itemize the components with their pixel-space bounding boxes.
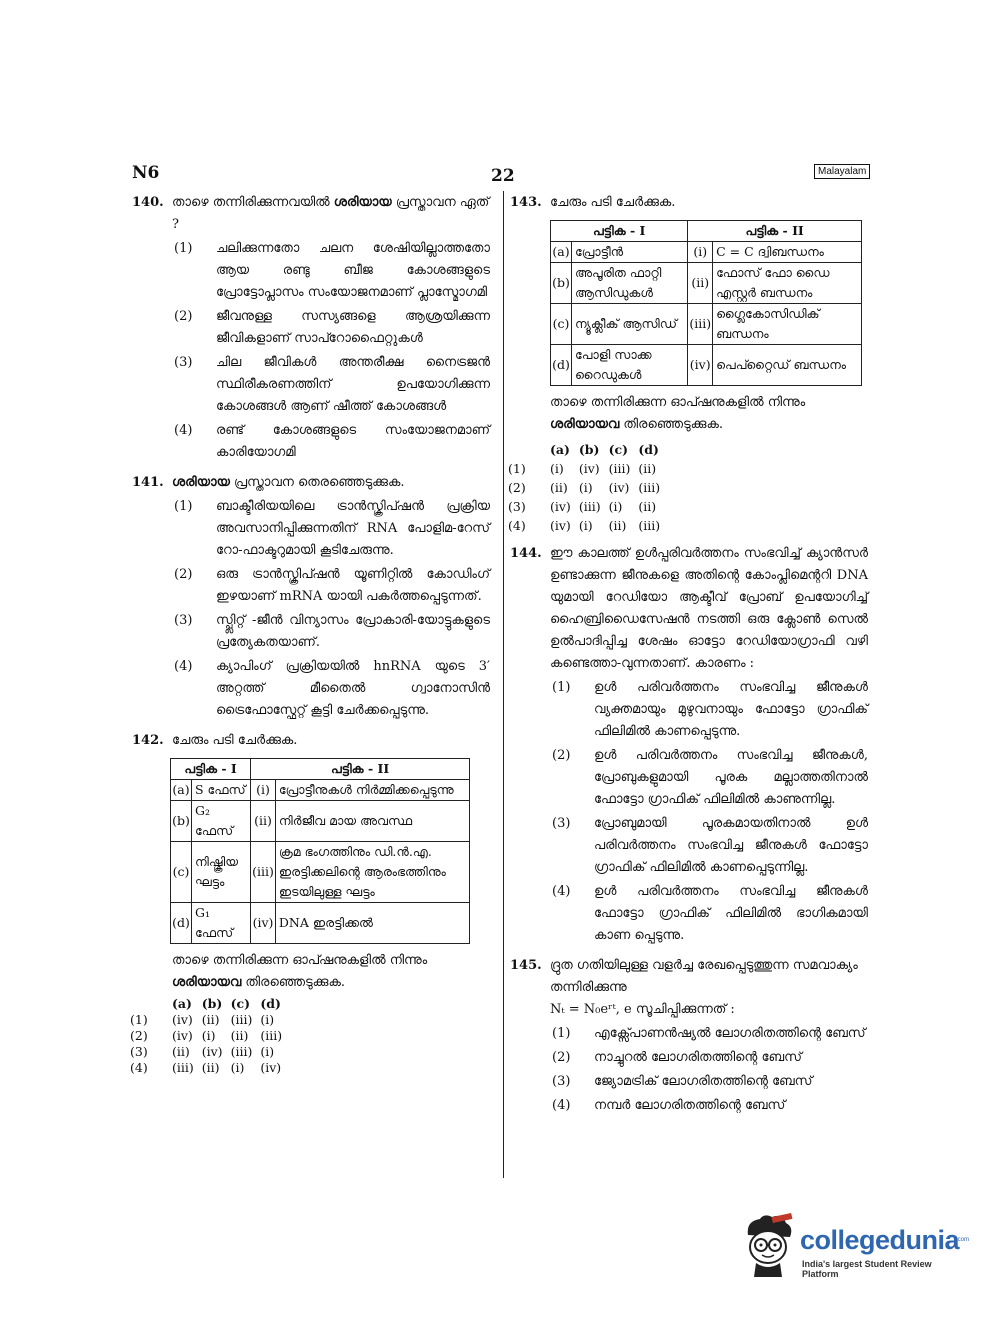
paper-code: N6 <box>132 163 160 183</box>
column-header: പട്ടിക - I <box>551 221 688 242</box>
table-row: (b) അപൂരിത ഫാറ്റി ആസിഡുകൾ (ii) ഫോസ് ഫോ ഡൈ എസ്റ്റർ ബന്ധനം <box>551 263 862 304</box>
option: (1) ബാക്ടീരിയയിലെ ട്രാൻസ്ക്രിപ്ഷൻ പ്രക്രിയ അവസാനിപ്പിക്കുന്നതിന് RNA പോളിമ-റേസ് റോ-ഫാക്ടറുമായി കൂടിചേരുന്നു. <box>174 499 490 558</box>
option: (3) സ്പ്ലിറ്റ് -ജീൻ വിന്യാസം പ്രോകാരി-യോട്ടുകളുടെ പ്രത്യേകതയാണ്. <box>174 613 490 650</box>
question-stem: താഴെ തന്നിരിക്കുന്നവയിൽ ശരിയായ പ്രസ്താവന ഏത് ? <box>172 195 490 232</box>
instruction: താഴെ തന്നിരിക്കുന്ന ഓപ്ഷനുകളിൽ നിന്നും ശരിയായവ തിരഞ്ഞെടുക്കുക. <box>550 395 806 432</box>
option: (2) ഒരു ട്രാൻസ്ക്രിപ്ഷൻ യൂണിറ്റിൽ കോഡിംഗ് ഇഴയാണ് mRNA യായി പകർത്തപ്പെടുന്നത്. <box>174 567 490 604</box>
table-row: (d) പോളി സാക്ക റൈഡുകൾ (iv) പെപ്റ്റൈഡ് ബന്ധനം <box>551 345 862 386</box>
answer-row: (3) (iv) (iii) (i) (ii) <box>508 499 657 514</box>
question-141 <box>132 472 490 722</box>
collegedunia-logo[interactable] <box>742 1213 970 1283</box>
option: (4) ഉൾ പരിവർത്തനം സംഭവിച്ച ജീനുകൾ ഫോട്ടോ ഗ്രാഫിക് ഫിലിമിൽ ഭാഗികമായി കാണ പ്പെടുന്നു. <box>552 884 868 943</box>
question-143 <box>510 192 868 535</box>
question-144 <box>510 543 868 947</box>
answer-row: (2) (iv) (i) (ii) (iii) <box>130 1028 283 1043</box>
column-header: പട്ടിക - II <box>688 221 862 242</box>
option: (3) പ്രോബുമായി പൂരകമായതിനാൽ ഉൾ പരിവർത്തനം സംഭവിച്ച ജീനുകൾ ഫോട്ടോ ഗ്രാഫിക് ഫിലിമിൽ കാണപ്പെടുന്നില്ല. <box>552 816 868 875</box>
answer-row: (4) (iv) (i) (ii) (iii) <box>508 518 661 533</box>
question-stem: ചേരും പടി ചേർക്കുക. <box>172 733 298 748</box>
option: (1) ചലിക്കുന്നതോ ചലന ശേഷിയില്ലാത്തതോ ആയ രണ്ടു ബീജ കോശങ്ങളുടെ പ്രോട്ടോപ്ലാസം സംയോജനമാണ് പ്ലാസ്മോഗമി <box>174 241 490 300</box>
match-table <box>170 758 470 944</box>
left-column <box>132 192 490 1084</box>
answer-row: (2) (ii) (i) (iv) (iii) <box>508 480 661 495</box>
instruction: താഴെ തന്നിരിക്കുന്ന ഓപ്ഷനുകളിൽ നിന്നും ശരിയായവ തിരഞ്ഞെടുക്കുക. <box>172 953 428 990</box>
question-number: 141. <box>132 475 164 490</box>
answer-row: (1) (iv) (ii) (iii) (i) <box>130 1012 275 1027</box>
answer-options: (a) (b) (c) (d) (1) (iv) (ii) (iii) (i) (2) (iv) (i) (ii) (iii) (3) (ii) (iv) (iii) (i) (4) (iii) (ii) (i) (iv) <box>130 996 290 1076</box>
column-divider <box>503 191 504 1178</box>
logo-domain: .com <box>956 1237 970 1243</box>
question-145 <box>510 955 868 1117</box>
question-number: 140. <box>132 195 164 210</box>
option: (3) ജ്യോമട്രിക് ലോഗരിതത്തിന്റെ ബേസ് <box>552 1074 813 1089</box>
option: (2) ജീവനുള്ള സസ്യങ്ങളെ ആശ്രയിക്കുന്ന ജീവികളാണ് സാപ്റോഫൈറ്റുകൾ <box>174 309 490 346</box>
match-table <box>550 220 862 386</box>
logo-wordmark: collegedunia <box>800 1225 960 1255</box>
option: (1) ഉൾ പരിവർത്തനം സംഭവിച്ച ജീനുകൾ വ്യക്തമായും മുഴുവനായും ഫോട്ടോ ഗ്രാഫിക് ഫിലിമിൽ കാണപ്പെടുന്നു. <box>552 680 868 739</box>
question-stem: ശരിയായ പ്രസ്താവന തെരഞ്ഞെടുക്കുക. <box>172 475 405 490</box>
page-number: 22 <box>491 166 515 186</box>
logo-tagline: India's largest Student Review Platform <box>802 1259 932 1279</box>
option: (4) നമ്പർ ലോഗരിതത്തിന്റെ ബേസ് <box>552 1098 786 1113</box>
option: (2) നാച്ചുറൽ ലോഗരിതത്തിന്റെ ബേസ് <box>552 1050 802 1065</box>
option: (3) ചില ജീവികൾ അന്തരീക്ഷ നൈട്രജൻ സ്ഥിരീകരണത്തിന് ഉപയോഗിക്കുന്ന കോശങ്ങൾ ആണ് ഷീത്ത് കോശങ്ങൾ <box>174 355 490 414</box>
question-number: 145. <box>510 958 542 973</box>
language-badge: Malayalam <box>814 164 870 179</box>
question-stem: ദ്രുത ഗതിയിലുള്ള വളർച്ച രേഖപ്പെടുത്തുന്ന സമവാക്യം തന്നിരിക്കുന്നു <box>550 958 858 995</box>
question-number: 144. <box>510 546 542 561</box>
column-header: പട്ടിക - I <box>171 759 251 780</box>
question-142 <box>132 730 490 1076</box>
question-number: 142. <box>132 733 164 748</box>
table-row: (c) ന്യൂക്ലീക് ആസിഡ് (iii) ഗ്ലൈകോസിഡിക് ബന്ധനം <box>551 304 862 345</box>
question-stem: ചേരും പടി ചേർക്കുക. <box>550 195 676 210</box>
option: (4) ക്യാപിംഗ് പ്രക്രിയയിൽ hnRNA യുടെ 3′ അറ്റത്ത് മീതൈൽ ഗ്വാനോസിൻ ട്രൈഫോസ്ഫേറ്റ് കൂട്ടി ചേർക്കപ്പെടുന്നു. <box>174 659 490 718</box>
table-row: (b) G₂ ഫേസ് (ii) നിർജീവ മായ അവസ്ഥ <box>171 801 470 842</box>
column-header: പട്ടിക - II <box>251 759 470 780</box>
table-row: (a) S ഫേസ് (i) പ്രോട്ടീനുകൾ നിർമ്മിക്കപ്പെടുന്നു <box>171 780 470 801</box>
answer-options: (a) (b) (c) (d) (1) (i) (iv) (iii) (ii) (2) (ii) (i) (iv) (iii) (3) (iv) (iii) (i) (ii) (4) (iv) (i) (ii) (iii) <box>508 440 668 535</box>
right-column <box>510 192 868 1125</box>
question-stem: ഈ കാലത്ത് ഉൾപ്പരിവർത്തനം സംഭവിച്ച് ക്യാൻസർ ഉണ്ടാക്കുന്ന ജീനുകളെ അതിന്റെ കോംപ്ലിമെന്ററി DNA യുമായി റേഡിയോ ആക്ടീവ് പ്രോബ് ഉപയോഗിച്ച് ഹൈബ്രിഡൈസേഷൻ നടത്തി ഒരു ക്ലോൺ സെൽ ഉൽപാദിപ്പിച്ച ശേഷം ഓട്ടോ റേഡിയോഗ്രാഫി വഴി കണ്ടെത്താ-വുന്നതാണ്. കാരണം : <box>550 546 868 671</box>
mascot-icon <box>742 1213 798 1279</box>
table-row: (a) പ്രോട്ടീൻ (i) C = C ദ്വിബന്ധനം <box>551 242 862 263</box>
formula: Nₜ = N₀eʳᵗ, e സൂചിപ്പിക്കുന്നത് : <box>550 1002 735 1017</box>
option: (4) രണ്ട് കോശങ്ങളുടെ സംയോജനമാണ് കാരിയോഗമി <box>174 423 490 460</box>
table-row: (c) നിഷ്ക്രിയ ഘട്ടം (iii) ക്രമ ഭംഗത്തിനും ഡി.ൻ.എ. ഇരട്ടിക്കലിന്റെ ആരംഭത്തിനും ഇടയിലുള്ള ഘട്ടം <box>171 842 470 903</box>
answer-row: (4) (iii) (ii) (i) (iv) <box>130 1060 282 1075</box>
answer-row: (1) (i) (iv) (iii) (ii) <box>508 461 657 476</box>
question-140 <box>132 192 490 464</box>
option: (2) ഉൾ പരിവർത്തനം സംഭവിച്ച ജീനുകൾ, പ്രോബുകളുമായി പൂരക മല്ലാത്തതിനാൽ ഫോട്ടോ ഗ്രാഫിക് ഫിലിമിൽ കാണുന്നില്ല. <box>552 748 868 807</box>
option: (1) എക്സ്പോണൻഷ്യൽ ലോഗരിതത്തിന്റെ ബേസ് <box>552 1026 866 1041</box>
question-number: 143. <box>510 195 542 210</box>
answer-row: (3) (ii) (iv) (iii) (i) <box>130 1044 275 1059</box>
table-row: (d) G₁ ഫേസ് (iv) DNA ഇരട്ടിക്കൽ <box>171 903 470 944</box>
